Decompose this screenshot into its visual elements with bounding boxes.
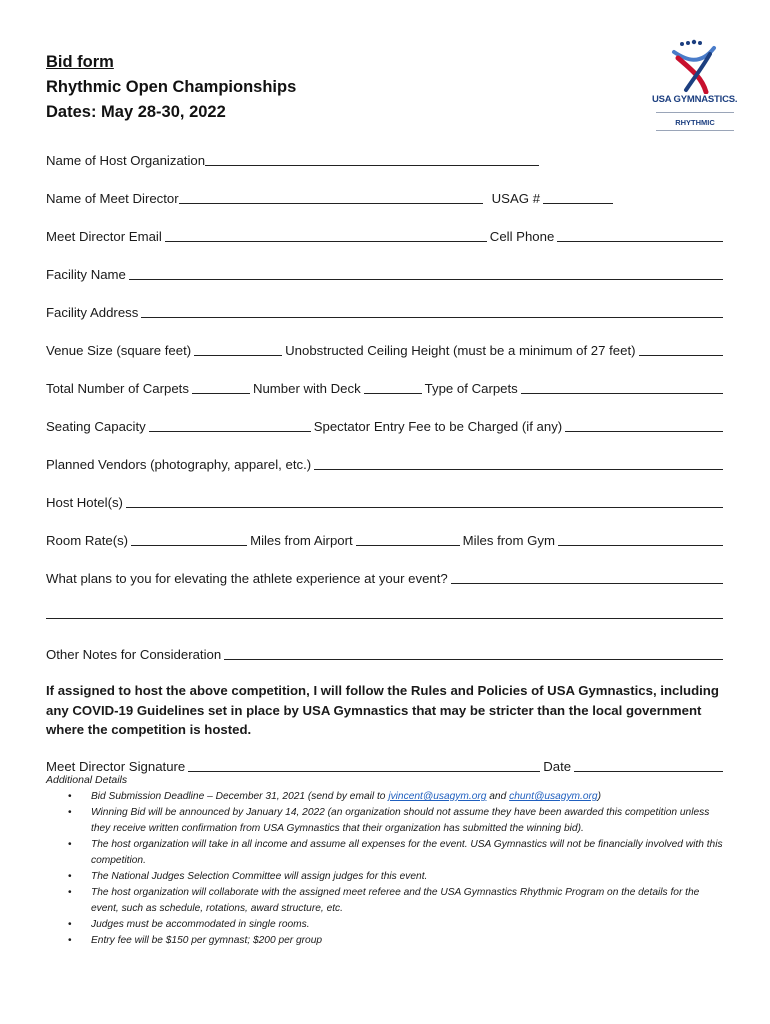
- row-vendors: [46, 452, 726, 472]
- vendors-label: Planned Vendors (photography, apparel, etc.): [46, 457, 312, 472]
- income-expenses-text: The host organization will take in all income and assume all expenses for the event. USA Gymnastics will not be financially involved with this competition.: [91, 839, 723, 866]
- usag-field[interactable]: [543, 190, 613, 204]
- logo-star-4: [698, 41, 702, 45]
- single-rooms-text: Judges must be accommodated in single rooms.: [91, 919, 310, 930]
- deadline-text: Bid Submission Deadline – December 31, 2021 (send by email to: [91, 791, 389, 802]
- collaboration-text: The host organization will collaborate with the assigned meet referee and the USA Gymnastics Rhythmic Program on the details for the event, such as schedule, rotations, award structure, etc.: [91, 887, 700, 914]
- additional-details-list: [46, 789, 726, 949]
- row-other-notes: [46, 642, 726, 662]
- usag-label: USAG #: [491, 191, 541, 206]
- usa-gymnastics-logo: [652, 38, 738, 134]
- row-facility-address: [46, 300, 726, 320]
- agreement-statement: If assigned to host the above competition, I will follow the Rules and Policies of USA Gymnastics, including any COVID-19 Guidelines set in place by USA Gymnastics that may be stricter than the local government where the competition is hosted.: [46, 683, 719, 737]
- date-label: Date: [543, 759, 572, 774]
- logo-brand-text: USA GYMNASTICS.: [652, 94, 738, 105]
- logo-star-3: [692, 40, 696, 44]
- gymnast-figure-icon: [652, 38, 738, 94]
- row-seating: [46, 414, 726, 434]
- title-bid-form: Bid form: [46, 53, 114, 71]
- list-item: [46, 837, 726, 869]
- row-host-hotels: [46, 490, 726, 510]
- seating-capacity-field[interactable]: [149, 418, 311, 432]
- date-field[interactable]: [574, 758, 723, 772]
- bullet-icon: •: [68, 807, 72, 818]
- vendors-field[interactable]: [314, 456, 723, 470]
- miles-gym-label: Miles from Gym: [462, 533, 555, 548]
- list-item: [46, 805, 726, 837]
- title-championship: Rhythmic Open Championships: [46, 78, 297, 96]
- bullet-icon: •: [68, 887, 72, 898]
- title-dates: Dates: May 28-30, 2022: [46, 103, 226, 121]
- room-rates-field[interactable]: [131, 532, 247, 546]
- venue-size-field[interactable]: [194, 342, 282, 356]
- type-of-carpets-label: Type of Carpets: [424, 381, 518, 396]
- miles-airport-field[interactable]: [356, 532, 460, 546]
- facility-address-field[interactable]: [141, 304, 723, 318]
- other-notes-field[interactable]: [224, 646, 723, 660]
- facility-name-field[interactable]: [129, 266, 723, 280]
- miles-airport-label: Miles from Airport: [250, 533, 353, 548]
- form-title: [46, 50, 296, 125]
- list-item: [46, 885, 726, 917]
- seating-capacity-label: Seating Capacity: [46, 419, 146, 434]
- list-item: [46, 869, 726, 885]
- type-of-carpets-field[interactable]: [521, 380, 723, 394]
- bullet-icon: •: [68, 935, 72, 946]
- row-meet-director: [46, 186, 726, 206]
- entry-fee-field[interactable]: [565, 418, 723, 432]
- row-email: [46, 224, 726, 244]
- number-with-deck-label: Number with Deck: [252, 381, 361, 396]
- cell-phone-label: Cell Phone: [489, 229, 555, 244]
- facility-name-label: Facility Name: [46, 267, 126, 282]
- row-rates: [46, 528, 726, 548]
- additional-details-heading: Additional Details: [46, 774, 128, 786]
- ceiling-height-field[interactable]: [639, 342, 723, 356]
- meet-director-email-label: Meet Director Email: [46, 229, 162, 244]
- bullet-icon: •: [68, 791, 72, 802]
- athlete-experience-label: What plans to you for elevating the athlete experience at your event?: [46, 571, 448, 586]
- bullet-icon: •: [68, 919, 72, 930]
- host-hotels-field[interactable]: [126, 494, 723, 508]
- facility-address-label: Facility Address: [46, 305, 139, 320]
- close-paren-text: ): [597, 791, 602, 802]
- meet-director-email-field[interactable]: [165, 228, 487, 242]
- judges-selection-text: The National Judges Selection Committee will assign judges for this event.: [91, 871, 428, 882]
- list-item: [46, 789, 726, 805]
- signature-field[interactable]: [188, 758, 540, 772]
- bullet-icon: •: [68, 839, 72, 850]
- room-rates-label: Room Rate(s): [46, 533, 129, 548]
- email-link-chunt[interactable]: chunt@usagym.org: [509, 791, 598, 802]
- logo-sub-text: RHYTHMIC: [675, 118, 715, 127]
- list-item: [46, 917, 726, 933]
- cell-phone-field[interactable]: [557, 228, 723, 242]
- logo-star-1: [680, 42, 684, 46]
- host-org-field[interactable]: [205, 152, 539, 166]
- and-text: and: [486, 791, 510, 802]
- row-athlete-experience: [46, 566, 726, 586]
- total-carpets-label: Total Number of Carpets: [46, 381, 189, 396]
- row-venue: [46, 338, 726, 358]
- host-org-label: Name of Host Organization: [46, 153, 206, 168]
- number-with-deck-field[interactable]: [364, 380, 422, 394]
- signature-label: Meet Director Signature: [46, 759, 186, 774]
- logo-rule-bottom: [656, 130, 734, 131]
- host-hotels-label: Host Hotel(s): [46, 495, 123, 510]
- logo-rule-top: [656, 112, 734, 113]
- email-link-jvincent[interactable]: jvincent@usagym.org: [388, 791, 487, 802]
- row-carpets: [46, 376, 726, 396]
- athlete-experience-field[interactable]: [451, 570, 723, 584]
- entry-fee-label: Spectator Entry Fee to be Charged (if any): [313, 419, 563, 434]
- other-notes-label: Other Notes for Consideration: [46, 647, 222, 662]
- ceiling-height-label: Unobstructed Ceiling Height (must be a minimum of 27 feet): [285, 343, 636, 358]
- miles-gym-field[interactable]: [558, 532, 723, 546]
- winning-bid-text: Winning Bid will be announced by January 14, 2022 (an organization should not assume they have been awarded this competition unless they receive written confirmation from USA Gymnastics that their organization has submitted the winning bid).: [91, 807, 710, 834]
- total-carpets-field[interactable]: [192, 380, 250, 394]
- row-facility-name: [46, 262, 726, 282]
- entry-fee-text: Entry fee will be $150 per gymnast; $200 per group: [91, 935, 323, 946]
- list-item: [46, 933, 726, 949]
- row-host-org: [46, 148, 726, 168]
- row-signature: [46, 754, 726, 774]
- venue-size-label: Venue Size (square feet): [46, 343, 192, 358]
- meet-director-field[interactable]: [179, 190, 483, 204]
- bullet-icon: •: [68, 871, 72, 882]
- meet-director-label: Name of Meet Director: [46, 191, 179, 206]
- athlete-experience-field-line2[interactable]: [46, 618, 723, 619]
- logo-star-2: [686, 41, 690, 45]
- logo-body-red: [678, 58, 706, 92]
